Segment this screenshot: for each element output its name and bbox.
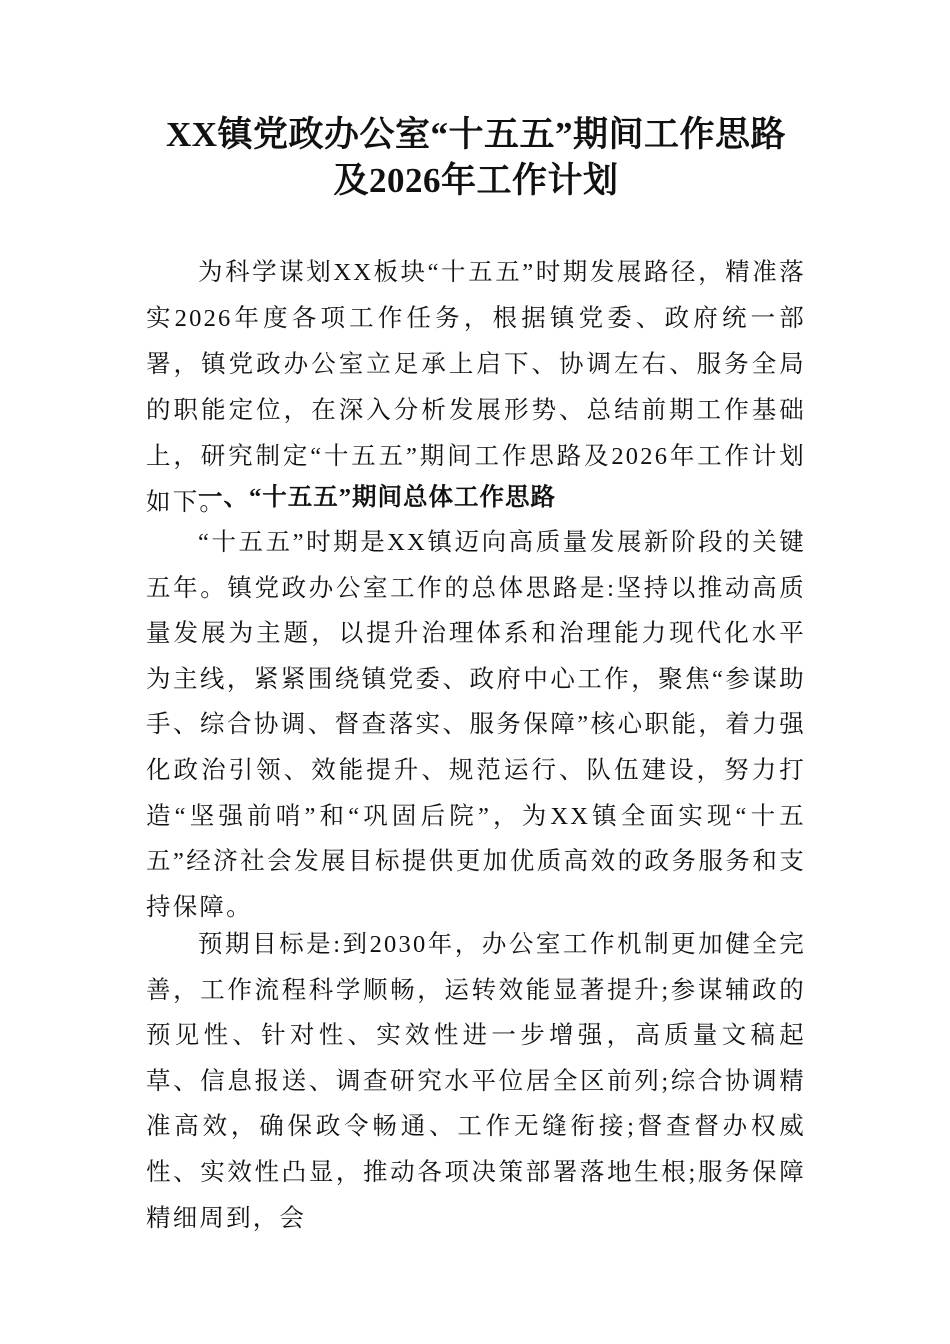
intro-paragraph: 为科学谋划XX板块“十五五”时期发展路径，精准落实2026年度各项工作任务，根据镇党委、政府统一部署，镇党政办公室立足承上启下、协调左右、服务全局的职能定位，在深入分析发展形势、总结前期工作基础上，研究制定“十五五”期间工作思路及2026年工作计划如下。 — [146, 259, 806, 516]
title-line-1: XX镇党政办公室“十五五”期间工作思路 — [165, 115, 787, 154]
section-1-heading: 一、“十五五”期间总体工作思路 — [198, 484, 556, 511]
title-line-2: 及2026年工作计划 — [333, 161, 619, 200]
document-title — [146, 112, 806, 204]
section-1-paragraph-1: “十五五”时期是XX镇迈向高质量发展新阶段的关键五年。镇党政办公室工作的总体思路是:坚持以推动高质量发展为主题，以提升治理体系和治理能力现代化水平为主线，紧紧围绕镇党委、政府中心工作，聚焦“参谋助手、综合协调、督查落实、服务保障”核心职能，着力强化政治引领、效能提升、规范运行、队伍建设，努力打造“坚强前哨”和“巩固后院”，为XX镇全面实现“十五五”经济社会发展目标提供更加优质高效的政务服务和支持保障。 — [146, 529, 806, 921]
section-1-paragraph-2: 预期目标是:到2030年，办公室工作机制更加健全完善，工作流程科学顺畅，运转效能显著提升;参谋辅政的预见性、针对性、实效性进一步增强，高质量文稿起草、信息报送、调查研究水平位居全区前列;综合协调精准高效，确保政令畅通、工作无缝衔接;督查督办权威性、实效性凸显，推动各项决策部署落地生根;服务保障精细周到，会 — [146, 931, 806, 1232]
